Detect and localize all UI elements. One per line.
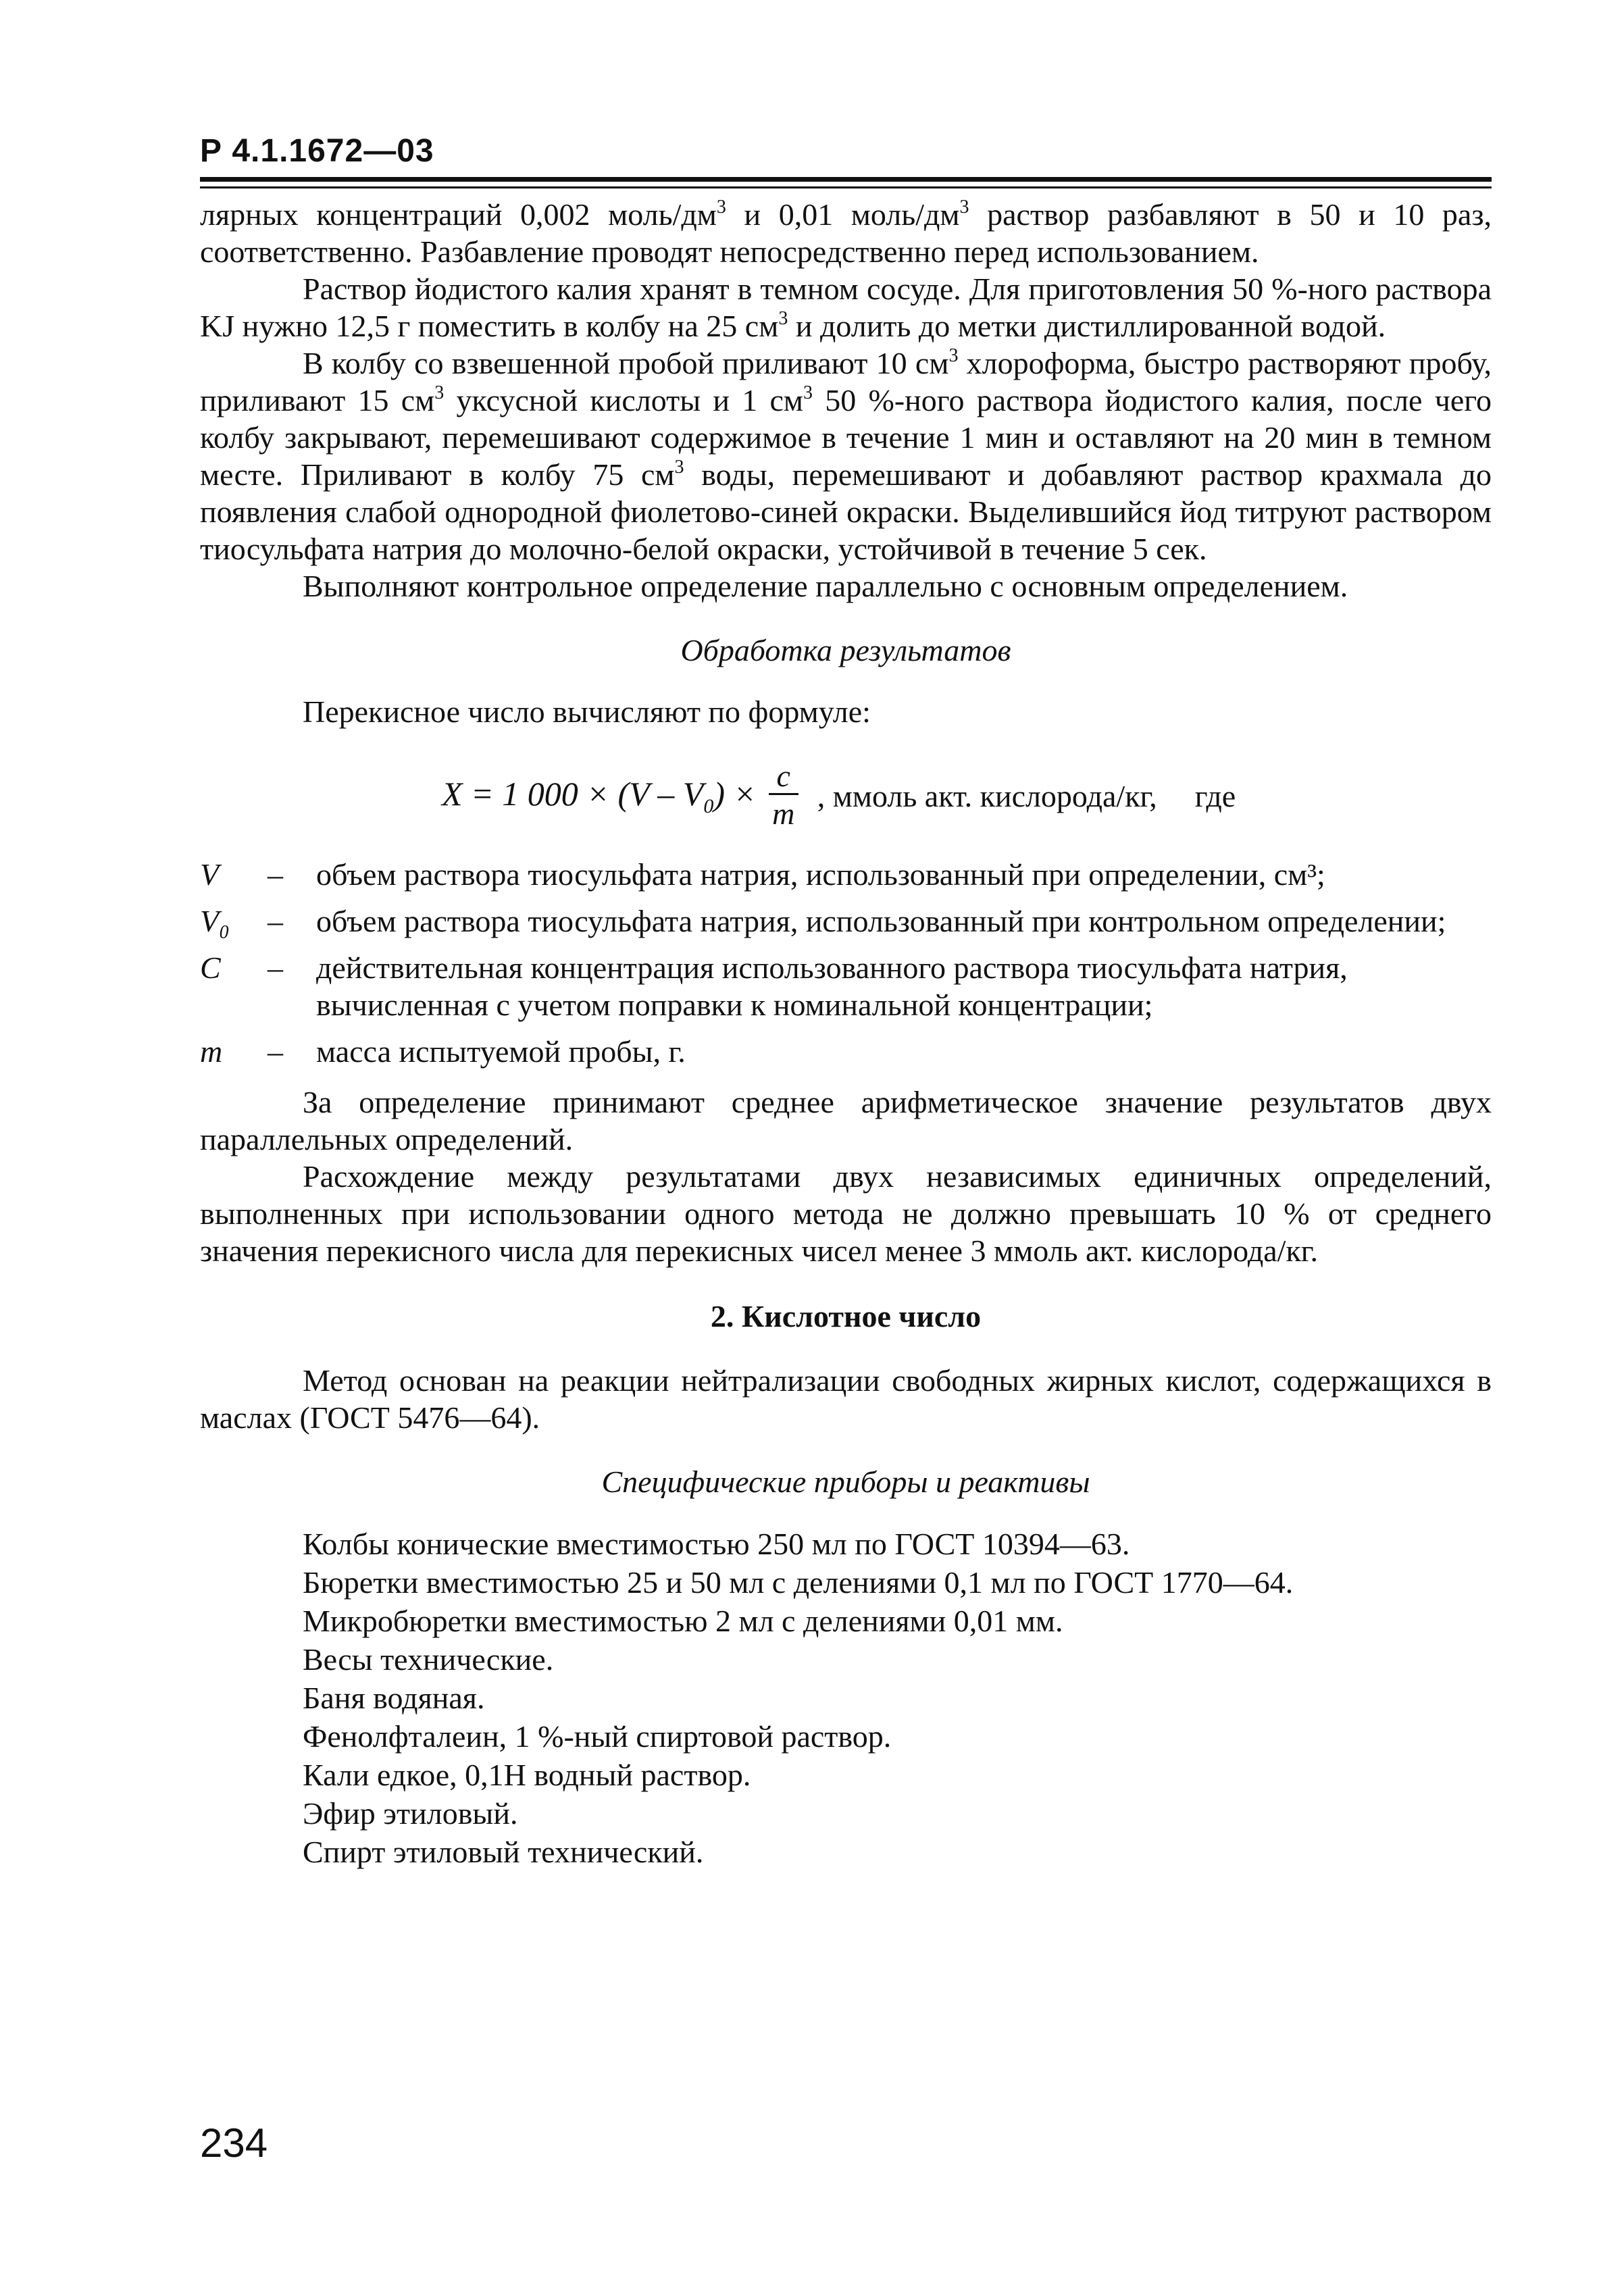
definition-item (200, 902, 1492, 940)
header-rule-thick (200, 177, 1492, 182)
header-rule-thin (200, 186, 1492, 188)
definition-item (200, 856, 1492, 893)
definition-text: масса испытуемой пробы, г. (316, 1034, 686, 1069)
paragraph-potassium-iodide: Раствор йодистого калия хранят в темном сосуде. Для приготовления 50 %-ного раствора KJ нужно 12,5 г поместить в колбу на 25 $см^3$ и долить до метки дистиллированной водой. (200, 272, 1492, 343)
list-item: Весы технические. (303, 1642, 554, 1677)
fraction-numerator: c (776, 758, 790, 793)
paragraph-control: Выполняют контрольное определение параллельно с основным определением. (303, 569, 1348, 603)
formula-unit: , ммоль акт. кислорода/кг, (817, 778, 1157, 813)
list-item: Кали едкое, 0,1Н водный раствор. (303, 1758, 751, 1792)
definition-symbol: V (200, 857, 220, 892)
definition-symbol: C (200, 950, 221, 985)
list-item: Микробюретки вместимостью 2 мл с делениями 0,01 мм. (303, 1604, 1063, 1638)
list-item: Спирт этиловый технический. (303, 1835, 704, 1869)
subheading-results: Обработка результатов (680, 633, 1011, 667)
formula-where: где (1194, 778, 1236, 813)
paragraph-procedure: В колбу со взвешенной пробой приливают 10 $см^3$ хлороформа, быстро растворяют пробу, приливают 15 $см^3$ уксусной кислоты и 1 $см^3$ 50 %-ного раствора йодистого калия, после чего колбу закрывают, перемешивают содержимое в течение 1 мин и оставляют на 20 мин в темном месте. Приливают в колбу 75 $см^3$ воды, перемешивают и добавляют раствор крахмала до появления слабой однородной фиолетово-синей окраски. Выделившийся йод титруют раствором тиосульфата натрия до молочно-белой окраски, устойчивой в течение 5 сек. (200, 345, 1492, 566)
definition-dash: – (268, 950, 283, 985)
definition-symbol: m (200, 1034, 223, 1069)
definition-text: действительная концентрация использованного раствора тиосульфата натрия, вычисленная с учетом поправки к номинальной концентрации; (316, 950, 1348, 1022)
equipment-list (200, 1525, 1492, 1871)
paragraph-discrepancy: Расхождение между результатами двух независимых единичных определений, выполненных при использовании одного метода не должно превышать 10 % от среднего значения перекисного числа для перекисных чисел менее 3 ммоль акт. кислорода/кг. (200, 1159, 1492, 1268)
list-item: Колбы конические вместимостью 250 мл по ГОСТ 10394—63. (303, 1527, 1130, 1561)
paragraph-dilution: лярных концентраций 0,002 моль/$дм^3$ и 0,01 моль/$дм^3$ раствор разбавляют в 50 и 10 раз, соответственно. Разбавление проводят непосредственно перед использованием. (200, 197, 1492, 269)
definition-text: объем раствора тиосульфата натрия, использованный при контрольном определении; (316, 904, 1446, 938)
formula-lhs: X = 1 $000 \times (V - V_0)$ × (442, 774, 765, 817)
paragraph-average: За определение принимают среднее арифметическое значение результатов двух параллельных определений. (200, 1085, 1492, 1156)
fraction-denominator: m (772, 796, 795, 831)
definition-item (200, 1033, 1492, 1070)
list-item: Баня водяная. (303, 1681, 485, 1715)
definition-dash: – (268, 904, 283, 938)
definition-dash: – (268, 1034, 283, 1069)
document-code: Р 4.1.1672—03 (200, 133, 434, 169)
peroxide-formula (200, 745, 1492, 846)
list-item: Эфир этиловый. (303, 1796, 518, 1831)
formula-fraction (769, 759, 798, 833)
formula-intro: Перекисное число вычисляют по формуле: (303, 694, 871, 729)
page-body (200, 196, 1492, 1871)
definition-dash: – (268, 857, 283, 892)
variable-definitions (200, 856, 1492, 1070)
page-number: 234 (200, 2120, 268, 2166)
paragraph-method: Метод основан на реакции нейтрализации свободных жирных кислот, содержащихся в маслах (ГОСТ 5476—64). (200, 1363, 1492, 1435)
definition-item (200, 949, 1492, 1023)
definition-text: объем раствора тиосульфата натрия, использованный при определении, см³; (316, 857, 1325, 892)
list-item: Фенолфталеин, 1 %-ный спиртовой раствор. (303, 1719, 892, 1754)
list-item: Бюретки вместимостью 25 и 50 мл с делениями 0,1 мл по ГОСТ 1770—64. (303, 1565, 1294, 1600)
section-heading-acid-number: 2. Кислотное число (710, 1299, 982, 1333)
definition-symbol: V₀ (200, 904, 230, 938)
subheading-equipment: Специфические приборы и реактивы (601, 1464, 1090, 1499)
